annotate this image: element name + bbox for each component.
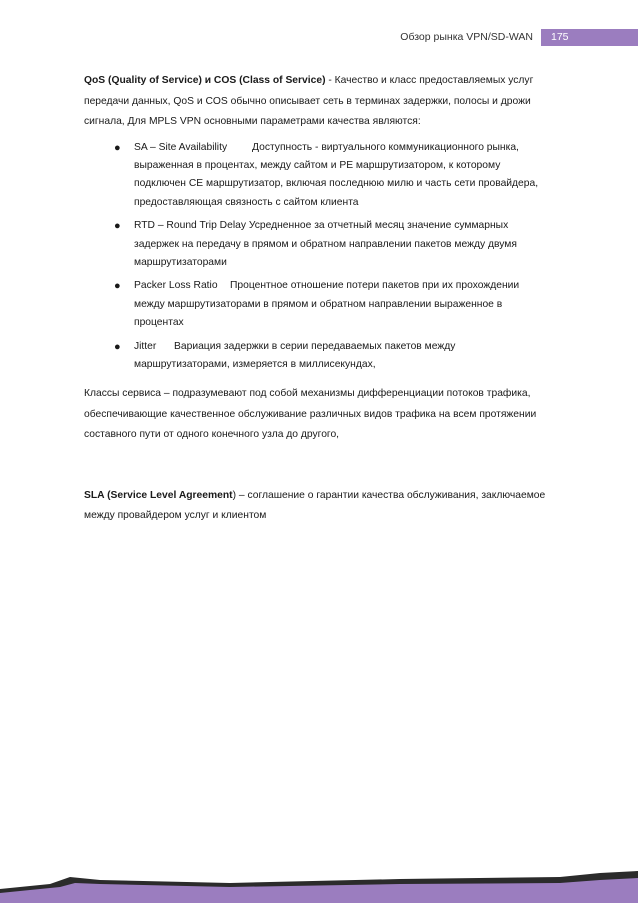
qos-parameter-list <box>84 139 552 375</box>
page-number-badge <box>541 29 638 46</box>
page-number: 175 <box>551 31 569 43</box>
sla-term: SLA (Service Level Agreement <box>84 489 233 501</box>
bullet-text: Процентное отношение потери пакетов при их прохождении между маршрутизаторами в прямом и обратном направлении выраженное в процентах <box>134 280 520 329</box>
bullet-term: Jitter <box>134 340 157 352</box>
list-item <box>84 277 552 332</box>
document-body <box>84 71 552 527</box>
classes-paragraph: Классы сервиса – подразумевают под собой механизмы дифференциации потоков трафика, обеспечивающие качественное обслуживание различных видов трафика на всем протяжении составного пути от одного конечного узла до другого, <box>84 388 537 441</box>
footer-decoration <box>0 853 638 903</box>
bullet-text: Доступность - виртуального коммуникационного рынка, выраженная в процентах, между сайтом и PE маршрутизатором, к которому подключен CE маршрутизатор, включая последнюю милю и часть сети провайдера, предоставляющая связность с сайтом клиента <box>134 141 539 208</box>
bullet-term: Packer Loss Ratio <box>134 280 218 292</box>
intro-term: QoS (Quality of Service) и COS (Class of Service) <box>84 75 326 86</box>
bullet-text: Усредненное за отчетный месяц значение суммарных задержек на передачу в прямом и обратном направлении пакетов между двумя маршрутизаторами <box>134 220 517 268</box>
bullet-term: RTD – Round Trip Delay <box>134 220 246 232</box>
bullet-icon: ● <box>114 141 121 154</box>
header-title: Обзор рынка VPN/SD-WAN <box>400 31 533 43</box>
bullet-icon: ● <box>114 220 121 233</box>
bullet-icon: ● <box>114 340 121 353</box>
intro-text: - Качество и класс предоставляемых услуг передачи данных, QoS и COS обычно описывает сеть в терминах задержки, полосы и дрожи сигнала, Для MPLS VPN основными параметрами качества являются: <box>84 75 534 127</box>
sla-text: ) – соглашение о гарантии качества обслуживания, заключаемое между провайдером услуг и клиентом <box>84 489 546 522</box>
bullet-term: SA – Site Availability <box>134 141 228 153</box>
bullet-text: Вариация задержки в серии передаваемых пакетов между маршрутизаторами, измеряется в миллисекундах, <box>134 340 456 370</box>
bullet-icon: ● <box>114 280 121 293</box>
list-item <box>84 139 552 213</box>
list-item <box>84 217 552 272</box>
list-item <box>84 338 552 375</box>
sla-paragraph <box>84 486 552 527</box>
intro-paragraph <box>84 71 552 133</box>
